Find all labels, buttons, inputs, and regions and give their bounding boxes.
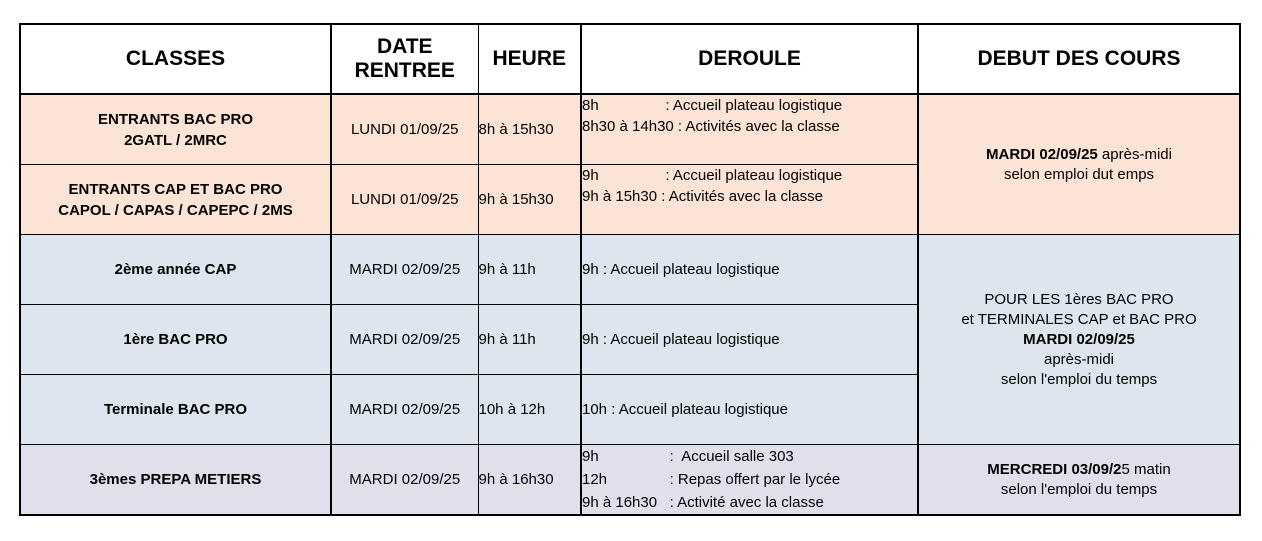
heure-cell: 8h à 15h30 — [478, 94, 581, 165]
classes-line: ENTRANTS CAP ET BAC PRO — [68, 180, 283, 198]
debut-line: et TERMINALES CAP et BAC PRO — [961, 310, 1197, 328]
deroule-cell — [581, 305, 918, 375]
header-classes: CLASSES — [20, 24, 331, 94]
date-cell: MARDI 02/09/25 — [331, 375, 478, 445]
debut-line: selon l'emploi du temps — [1000, 480, 1158, 498]
debut-line: POUR LES 1ères BAC PRO — [984, 290, 1174, 308]
table-row — [20, 445, 1240, 516]
header-date-line2: RENTREE — [354, 59, 455, 82]
classes-cell: Terminale BAC PRO — [20, 375, 331, 445]
date-cell: LUNDI 01/09/25 — [331, 165, 478, 235]
classes-line: ENTRANTS BAC PRO — [97, 110, 253, 128]
header-deroule: DEROULE — [581, 24, 918, 94]
header-row — [20, 24, 1240, 94]
date-cell: MARDI 02/09/25 — [331, 235, 478, 305]
debut-rest: 5 matin — [1121, 460, 1171, 478]
debut-rest: après-midi — [1097, 145, 1172, 163]
heure-cell: 9h à 11h — [478, 305, 581, 375]
deroule-cell — [581, 375, 918, 445]
date-cell: MARDI 02/09/25 — [331, 305, 478, 375]
debut-line: selon l'emploi du temps — [1000, 370, 1158, 388]
deroule-line: 9h à 16h30 : Activité avec la classe — [582, 494, 824, 511]
deroule-line: 12h : Repas offert par le lycée — [582, 471, 841, 488]
header-heure: HEURE — [478, 24, 581, 94]
header-debut-des-cours: DEBUT DES COURS — [918, 24, 1240, 94]
debut-cell-group1 — [918, 94, 1240, 235]
deroule-cell — [581, 445, 918, 516]
classes-cell: 2ème année CAP — [20, 235, 331, 305]
deroule-line: 8h : Accueil plateau logistique — [582, 97, 843, 114]
deroule-cell — [581, 165, 918, 235]
debut-date: MERCREDI 03/09/2 — [987, 460, 1122, 478]
debut-line: selon emploi dut emps — [1003, 165, 1155, 183]
classes-line: 2GATL / 2MRC — [124, 131, 227, 149]
debut-date: MARDI 02/09/25 — [1023, 330, 1135, 348]
table-row — [20, 94, 1240, 165]
deroule-line: 9h à 15h30 : Activités avec la classe — [582, 188, 823, 205]
classes-line: CAPOL / CAPAS / CAPEPC / 2MS — [58, 201, 293, 219]
heure-cell: 10h à 12h — [478, 375, 581, 445]
deroule-line: 9h : Accueil plateau logistique — [582, 167, 843, 184]
debut-line: après-midi — [1043, 350, 1115, 368]
classes-cell: 3èmes PREPA METIERS — [20, 445, 331, 516]
rentree-schedule-table — [19, 23, 1241, 516]
debut-date: MARDI 02/09/25 — [986, 145, 1098, 163]
deroule-line: 9h : Accueil plateau logistique — [582, 261, 780, 278]
classes-cell: 1ère BAC PRO — [20, 305, 331, 375]
classes-cell — [20, 94, 331, 165]
heure-cell: 9h à 15h30 — [478, 165, 581, 235]
table-row — [20, 235, 1240, 305]
date-cell: MARDI 02/09/25 — [331, 445, 478, 516]
heure-cell: 9h à 16h30 — [478, 445, 581, 516]
classes-cell — [20, 165, 331, 235]
deroule-cell — [581, 235, 918, 305]
date-cell: LUNDI 01/09/25 — [331, 94, 478, 165]
debut-cell-group3 — [918, 445, 1240, 516]
deroule-line: 8h30 à 14h30 : Activités avec la classe — [582, 118, 840, 135]
header-date-line1: DATE — [376, 35, 433, 58]
deroule-line: 9h : Accueil salle 303 — [582, 448, 794, 465]
heure-cell: 9h à 11h — [478, 235, 581, 305]
header-date-rentree — [331, 24, 478, 94]
deroule-line: 9h : Accueil plateau logistique — [582, 331, 780, 348]
deroule-line: 10h : Accueil plateau logistique — [582, 401, 788, 418]
debut-cell-group2 — [918, 235, 1240, 445]
deroule-cell — [581, 94, 918, 165]
